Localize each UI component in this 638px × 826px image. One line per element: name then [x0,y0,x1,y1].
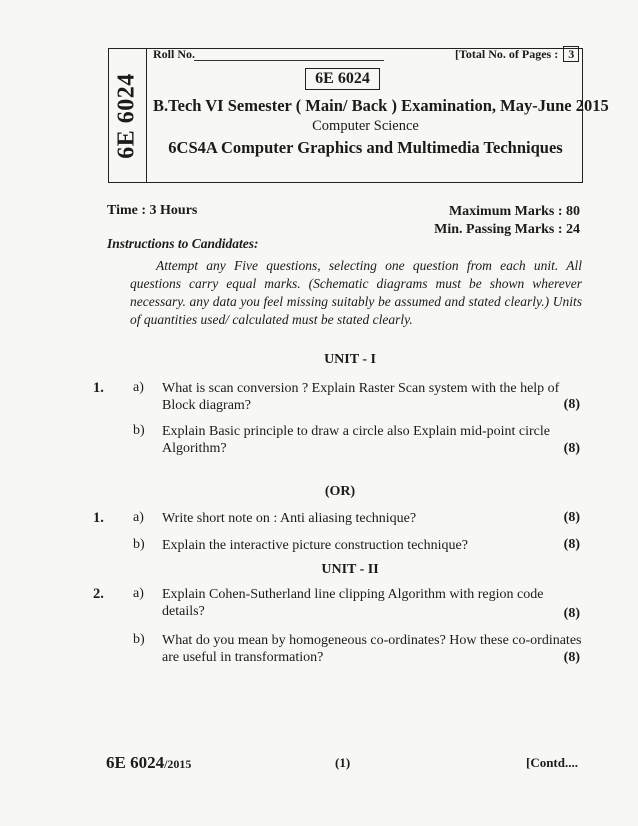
page-number: (1) [335,755,351,770]
exam-title: B.Tech VI Semester ( Main/ Back ) Examination, May-June 2015 [153,96,609,115]
footer-code-text: 6E 6024 [106,753,165,772]
branch: Computer Science [312,118,419,134]
min-passing-marks: Min. Passing Marks : 24 [434,222,580,237]
subject-title: 6CS4A Computer Graphics and Multimedia Techniques [168,138,563,157]
roll-no-line [194,60,384,61]
paper-code: 6E 6024 [305,68,380,90]
question-marks: (8) [563,650,580,665]
time-allowed: Time : 3 Hours [107,203,198,218]
question-part: b) [133,632,145,647]
question-text: Explain Cohen-Sutherland line clipping Algorithm with region code details? [162,587,544,619]
marks-info [434,203,580,239]
side-paper-code: 6E 6024 [113,73,140,159]
instructions-text: Attempt any Five questions, selecting one question from each unit. All questions carry equal marks. (Schematic diagrams must be shown wherever necessary. any data you feel missing suitably be assumed and stated clearly.) Units of quantities used/ calculated must be stated clearly. [130,258,582,327]
question-text: What is scan conversion ? Explain Raster Scan system with the help of Block diagram? [162,381,560,413]
roll-no-label: Roll No. [153,47,195,61]
question-marks: (8) [563,510,580,525]
instructions-heading: Instructions to Candidates: [107,236,259,251]
question-part: a) [133,380,144,395]
question-marks: (8) [563,537,580,552]
question-marks: (8) [563,397,580,412]
total-pages-value: 3 [563,46,579,62]
question-number: 2. [93,586,104,602]
question-text: What do you mean by homogeneous co-ordinates? How these co-ordinates are useful in transformation? [162,633,582,665]
unit-1-heading: UNIT - I [324,352,376,367]
footer-paper-code [106,753,191,773]
maximum-marks: Maximum Marks : 80 [448,204,580,219]
or-separator: (OR) [324,484,356,499]
question-part: b) [133,537,145,552]
total-pages-label: [Total No. of Pages : [455,47,559,61]
continued-marker: [Contd.... [525,755,578,770]
question-marks: (8) [563,606,580,621]
question-text: Explain Basic principle to draw a circle also Explain mid-point circle Algorithm? [162,424,550,456]
question-part: a) [133,510,144,525]
question-marks: (8) [563,441,580,456]
question-part: a) [133,586,144,601]
question-part: b) [133,423,145,438]
unit-2-heading: UNIT - II [321,562,379,577]
question-number: 1. [93,380,104,396]
question-text: Explain the interactive picture construction technique? [162,538,468,553]
footer-year: /2015 [164,757,192,771]
total-pages [455,47,579,62]
question-number: 1. [93,510,104,526]
question-text: Write short note on : Anti aliasing technique? [162,511,417,526]
